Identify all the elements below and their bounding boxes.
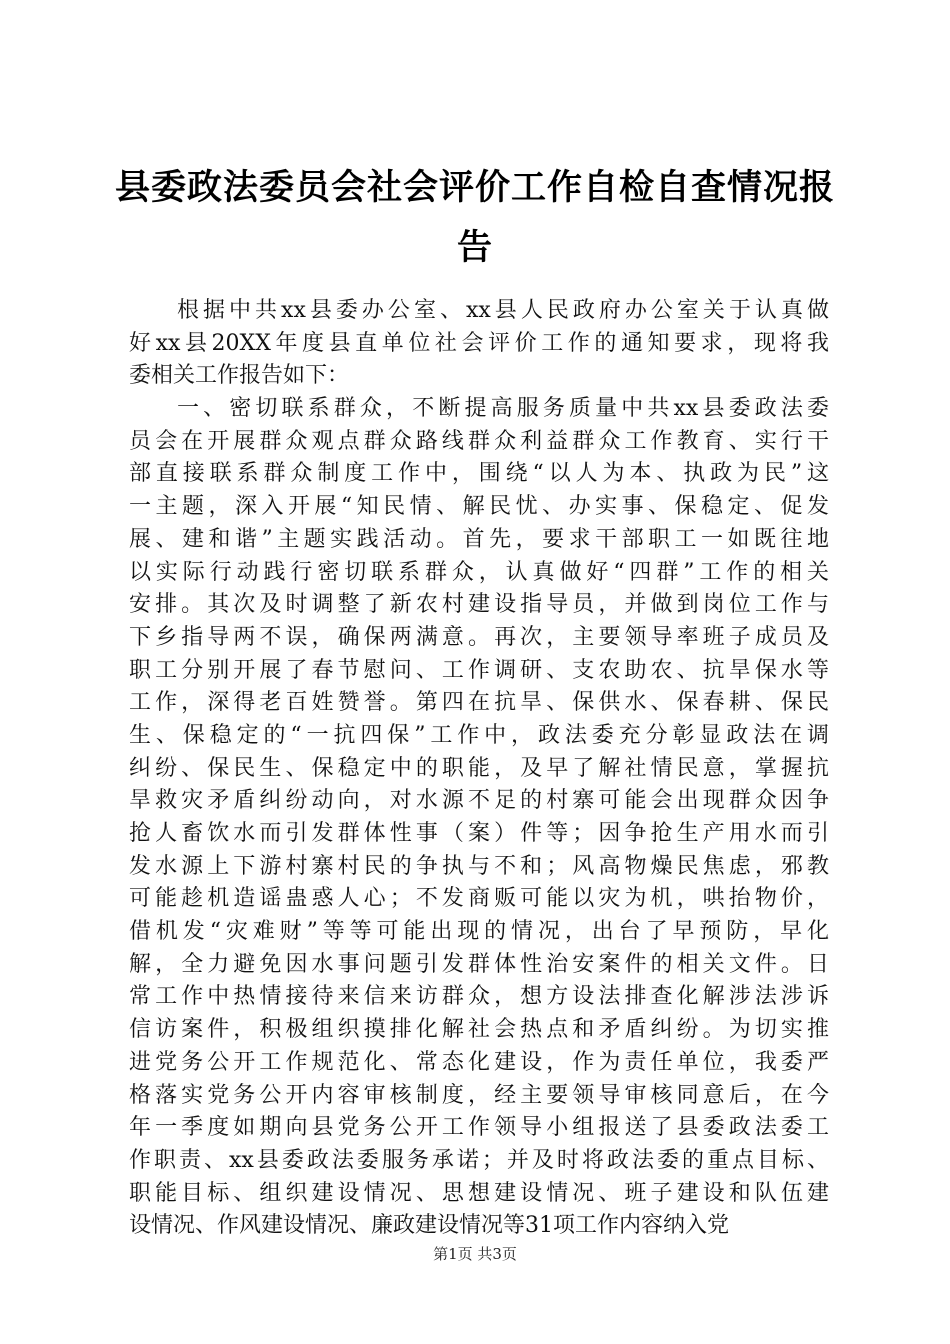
paragraph-line: 纠纷、保民生、保稳定中的职能，及早了解社情民意，掌握抗 (129, 755, 829, 781)
document-title (110, 158, 840, 278)
paragraph-line: 一主题，深入开展“知民情、解民忧、办实事、保稳定、促发 (129, 494, 829, 520)
paragraph-line: 委相关工作报告如下： (129, 363, 350, 389)
paragraph-line: 以实际行动践行密切联系群众，认真做好“四群”工作的相关 (129, 559, 829, 585)
paragraph-line: 借机发“灾难财”等等可能出现的情况，出台了早预防，早化 (129, 919, 829, 945)
paragraph-line: 展、建和谐”主题实践活动。首先，要求干部职工一如既往地 (129, 526, 829, 552)
document-body (129, 295, 829, 1243)
paragraph-line: 信访案件，积极组织摸排化解社会热点和矛盾纠纷。为切实推 (129, 1017, 829, 1043)
paragraph-line: 进党务公开工作规范化、常态化建设，作为责任单位，我委严 (129, 1049, 829, 1075)
paragraph-line: 旱救灾矛盾纠纷动向，对水源不足的村寨可能会出现群众因争 (129, 788, 829, 814)
paragraph-line: 生、保稳定的“一抗四保”工作中，政法委充分彰显政法在调 (129, 722, 829, 748)
paragraph (129, 295, 829, 393)
paragraph-line: 抢人畜饮水而引发群体性事（案）件等；因争抢生产用水而引 (129, 821, 829, 846)
paragraph-line: 工作，深得老百姓赞誉。第四在抗旱、保供水、保春耕、保民 (129, 690, 829, 716)
paragraph-line: 设情况、作风建设情况、廉政建设情况等31项工作内容纳入党 (129, 1213, 729, 1239)
paragraph-line: 常工作中热情接待来信来访群众，想方设法排查化解涉法涉诉 (129, 984, 829, 1010)
paragraph-line: 根据中共xx县委办公室、xx县人民政府办公室关于认真做 (177, 298, 829, 323)
paragraph-line: 下乡指导两不误，确保两满意。再次，主要领导率班子成员及 (129, 624, 829, 650)
paragraph-line: 年一季度如期向县党务公开工作领导小组报送了县委政法委工 (129, 1115, 829, 1141)
paragraph-line: 解，全力避免因水事问题引发群体性治安案件的相关文件。日 (129, 951, 829, 977)
title-line-1: 县委政法委员会社会评价工作自检自查情况报 (114, 168, 835, 208)
paragraph-line: 格落实党务公开内容审核制度，经主要领导审核同意后，在今 (129, 1082, 829, 1108)
paragraph-line: 员会在开展群众观点群众路线群众利益群众工作教育、实行干 (129, 428, 829, 454)
title-line-2: 告 (456, 228, 493, 268)
paragraph-line: 一、密切联系群众，不断提高服务质量中共xx县委政法委 (177, 396, 829, 422)
paragraph-line: 安排。其次及时调整了新农村建设指导员，并做到岗位工作与 (129, 592, 829, 618)
paragraph-line: 职能目标、组织建设情况、思想建设情况、班子建设和队伍建 (129, 1180, 829, 1206)
paragraph (129, 393, 829, 1243)
paragraph-line: 发水源上下游村寨村民的争执与不和；风高物燥民焦虑，邪教 (129, 853, 829, 879)
paragraph-line: 作职责、xx县委政法委服务承诺；并及时将政法委的重点目标、 (129, 1147, 829, 1173)
paragraph-line: 部直接联系群众制度工作中，围绕“以人为本、执政为民”这 (129, 461, 829, 487)
paragraph-line: 可能趁机造谣蛊惑人心；不发商贩可能以灾为机，哄抬物价， (129, 886, 829, 912)
paragraph-line: 好xx县20XX年度县直单位社会评价工作的通知要求，现将我 (129, 330, 829, 356)
paragraph-line: 职工分别开展了春节慰问、工作调研、支农助农、抗旱保水等 (129, 657, 829, 683)
page-footer: 第1页 共3页 (433, 1245, 517, 1263)
